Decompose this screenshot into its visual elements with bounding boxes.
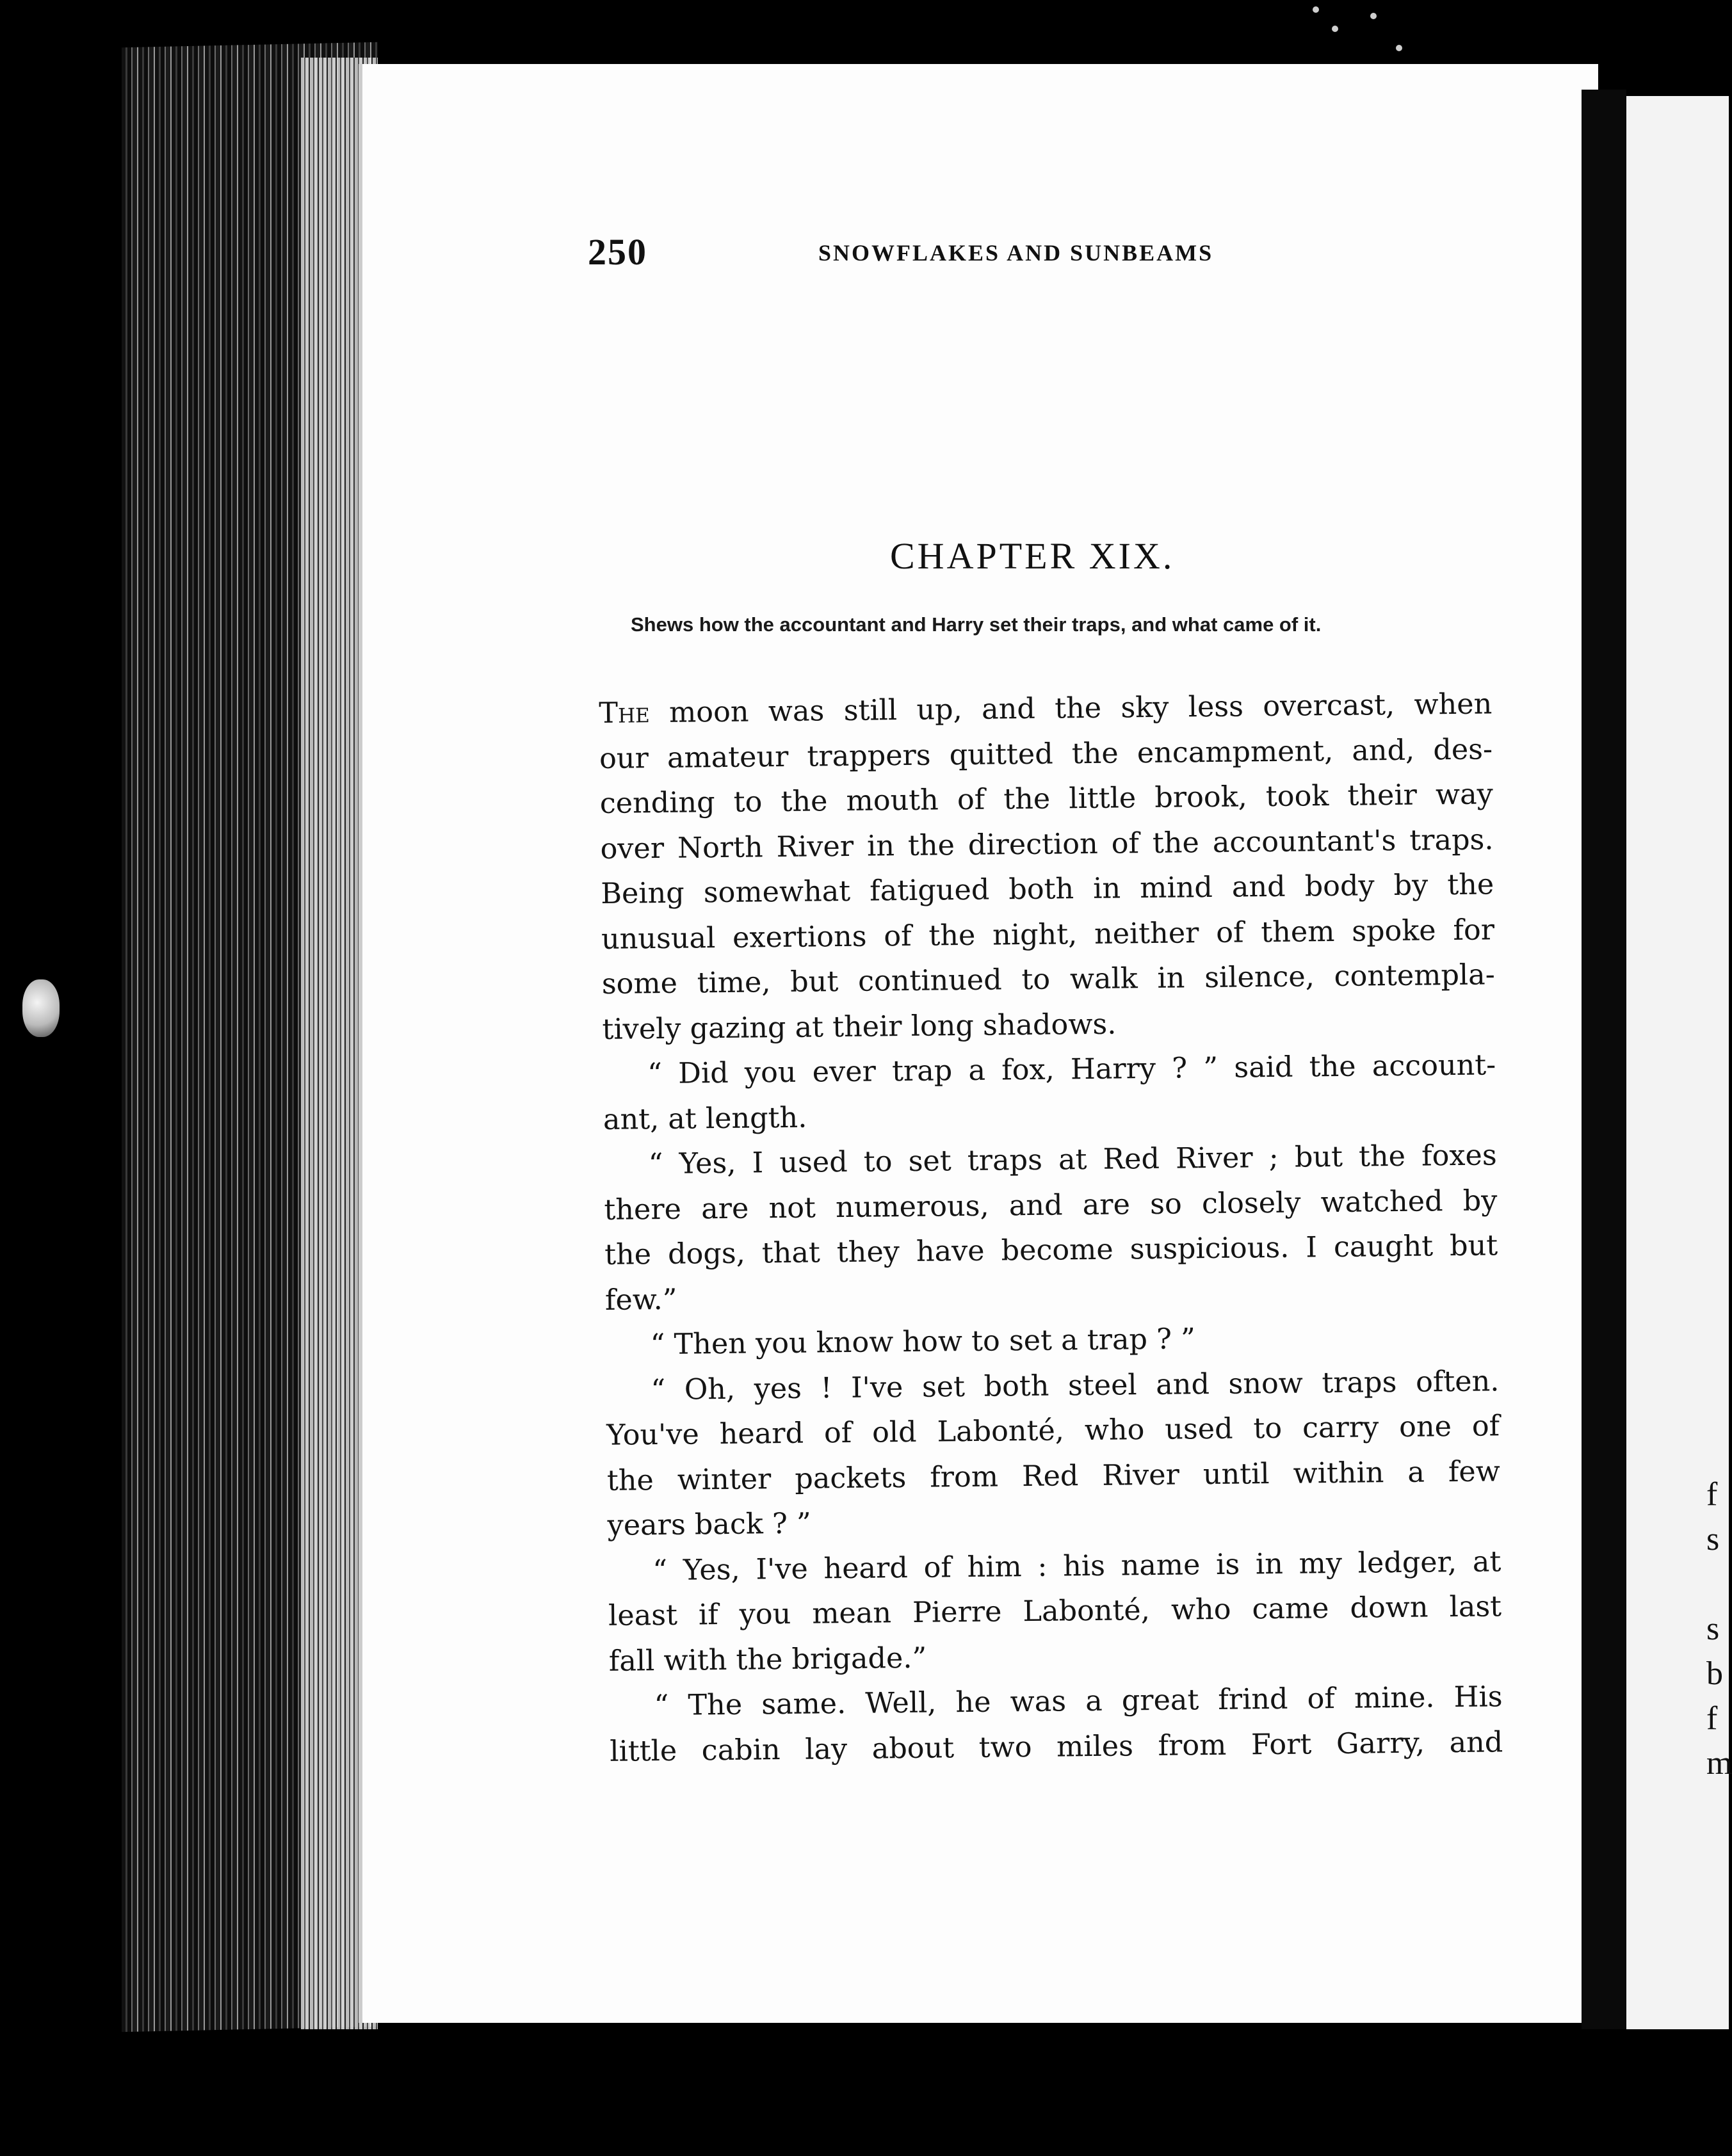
text-line: Being somewhat fatigued both in mind and body by the [601, 868, 1494, 910]
text-line: years back ? ” [607, 1507, 811, 1542]
text-line: “ Yes, I used to set traps at Red River ; but the foxes [648, 1139, 1497, 1181]
text-line: tively gazing at their long shadows. [602, 1008, 1117, 1046]
text-line: “ The same. Well, he was a great frind of mine. His [654, 1680, 1503, 1723]
text-line: cending to the mouth of the little brook, took their way [599, 778, 1494, 820]
text-line: our amateur trappers quitted the encampment, and, des- [599, 732, 1493, 775]
fragment [1706, 1562, 1732, 1607]
text-line: ant, at length. [603, 1101, 807, 1136]
text-line: the dogs, that they have become suspicious. I caught but [604, 1229, 1498, 1271]
fragment: b [1706, 1655, 1723, 1692]
scan-blemish [22, 979, 60, 1037]
text-line: there are not numerous, and are so closely watched by [604, 1184, 1498, 1227]
running-head [588, 230, 1247, 282]
text-line: You've heard of old Labonté, who used to carry one of [606, 1410, 1500, 1452]
fragment: m [1706, 1745, 1732, 1782]
text-line: few.” [604, 1283, 677, 1317]
scan-specks [1293, 0, 1434, 70]
text-line: “ Did you ever trap a fox, Harry ? ” said the account- [647, 1049, 1496, 1091]
fragment: f [1706, 1700, 1718, 1737]
text-line: some time, but continued to walk in silence, contempla- [601, 958, 1495, 1001]
chapter-heading: CHAPTER XIX. [890, 535, 1175, 577]
text-line: unusual exertions of the night, neither of them spoke for [601, 913, 1495, 956]
line-text: moon was still up, and the sky less overcast, when [649, 688, 1493, 730]
text-line: little cabin lay about two miles from Fort Garry, and [610, 1725, 1503, 1768]
text-line: least if you mean Pierre Labonté, who came down last [608, 1590, 1502, 1632]
text-line: “ Oh, yes ! I've set both steel and snow traps often. [651, 1364, 1500, 1406]
text-line: “ Yes, I've heard of him : his name is in my ledger, at [652, 1545, 1501, 1587]
text-line: the winter packets from Red River until within a few [606, 1454, 1501, 1497]
fragment: s [1706, 1611, 1720, 1647]
body-text [599, 682, 1503, 1774]
facing-page-text-fragments [1706, 1472, 1732, 1786]
text-line: “ Then you know how to set a trap ? ” [650, 1323, 1196, 1362]
running-title: SNOWFLAKES AND SUNBEAMS [818, 240, 1214, 266]
text-line: over North River in the direction of the accountant's traps. [600, 823, 1494, 865]
text-line: fall with the brigade.” [608, 1641, 927, 1678]
dropcap-word: The [599, 696, 650, 730]
gutter-shadow [1582, 90, 1626, 2029]
page-number: 250 [588, 231, 647, 273]
chapter-summary: Shews how the accountant and Harry set their traps, and what came of it. [631, 613, 1322, 636]
fragment: s [1706, 1521, 1720, 1557]
fragment: f [1706, 1476, 1718, 1513]
